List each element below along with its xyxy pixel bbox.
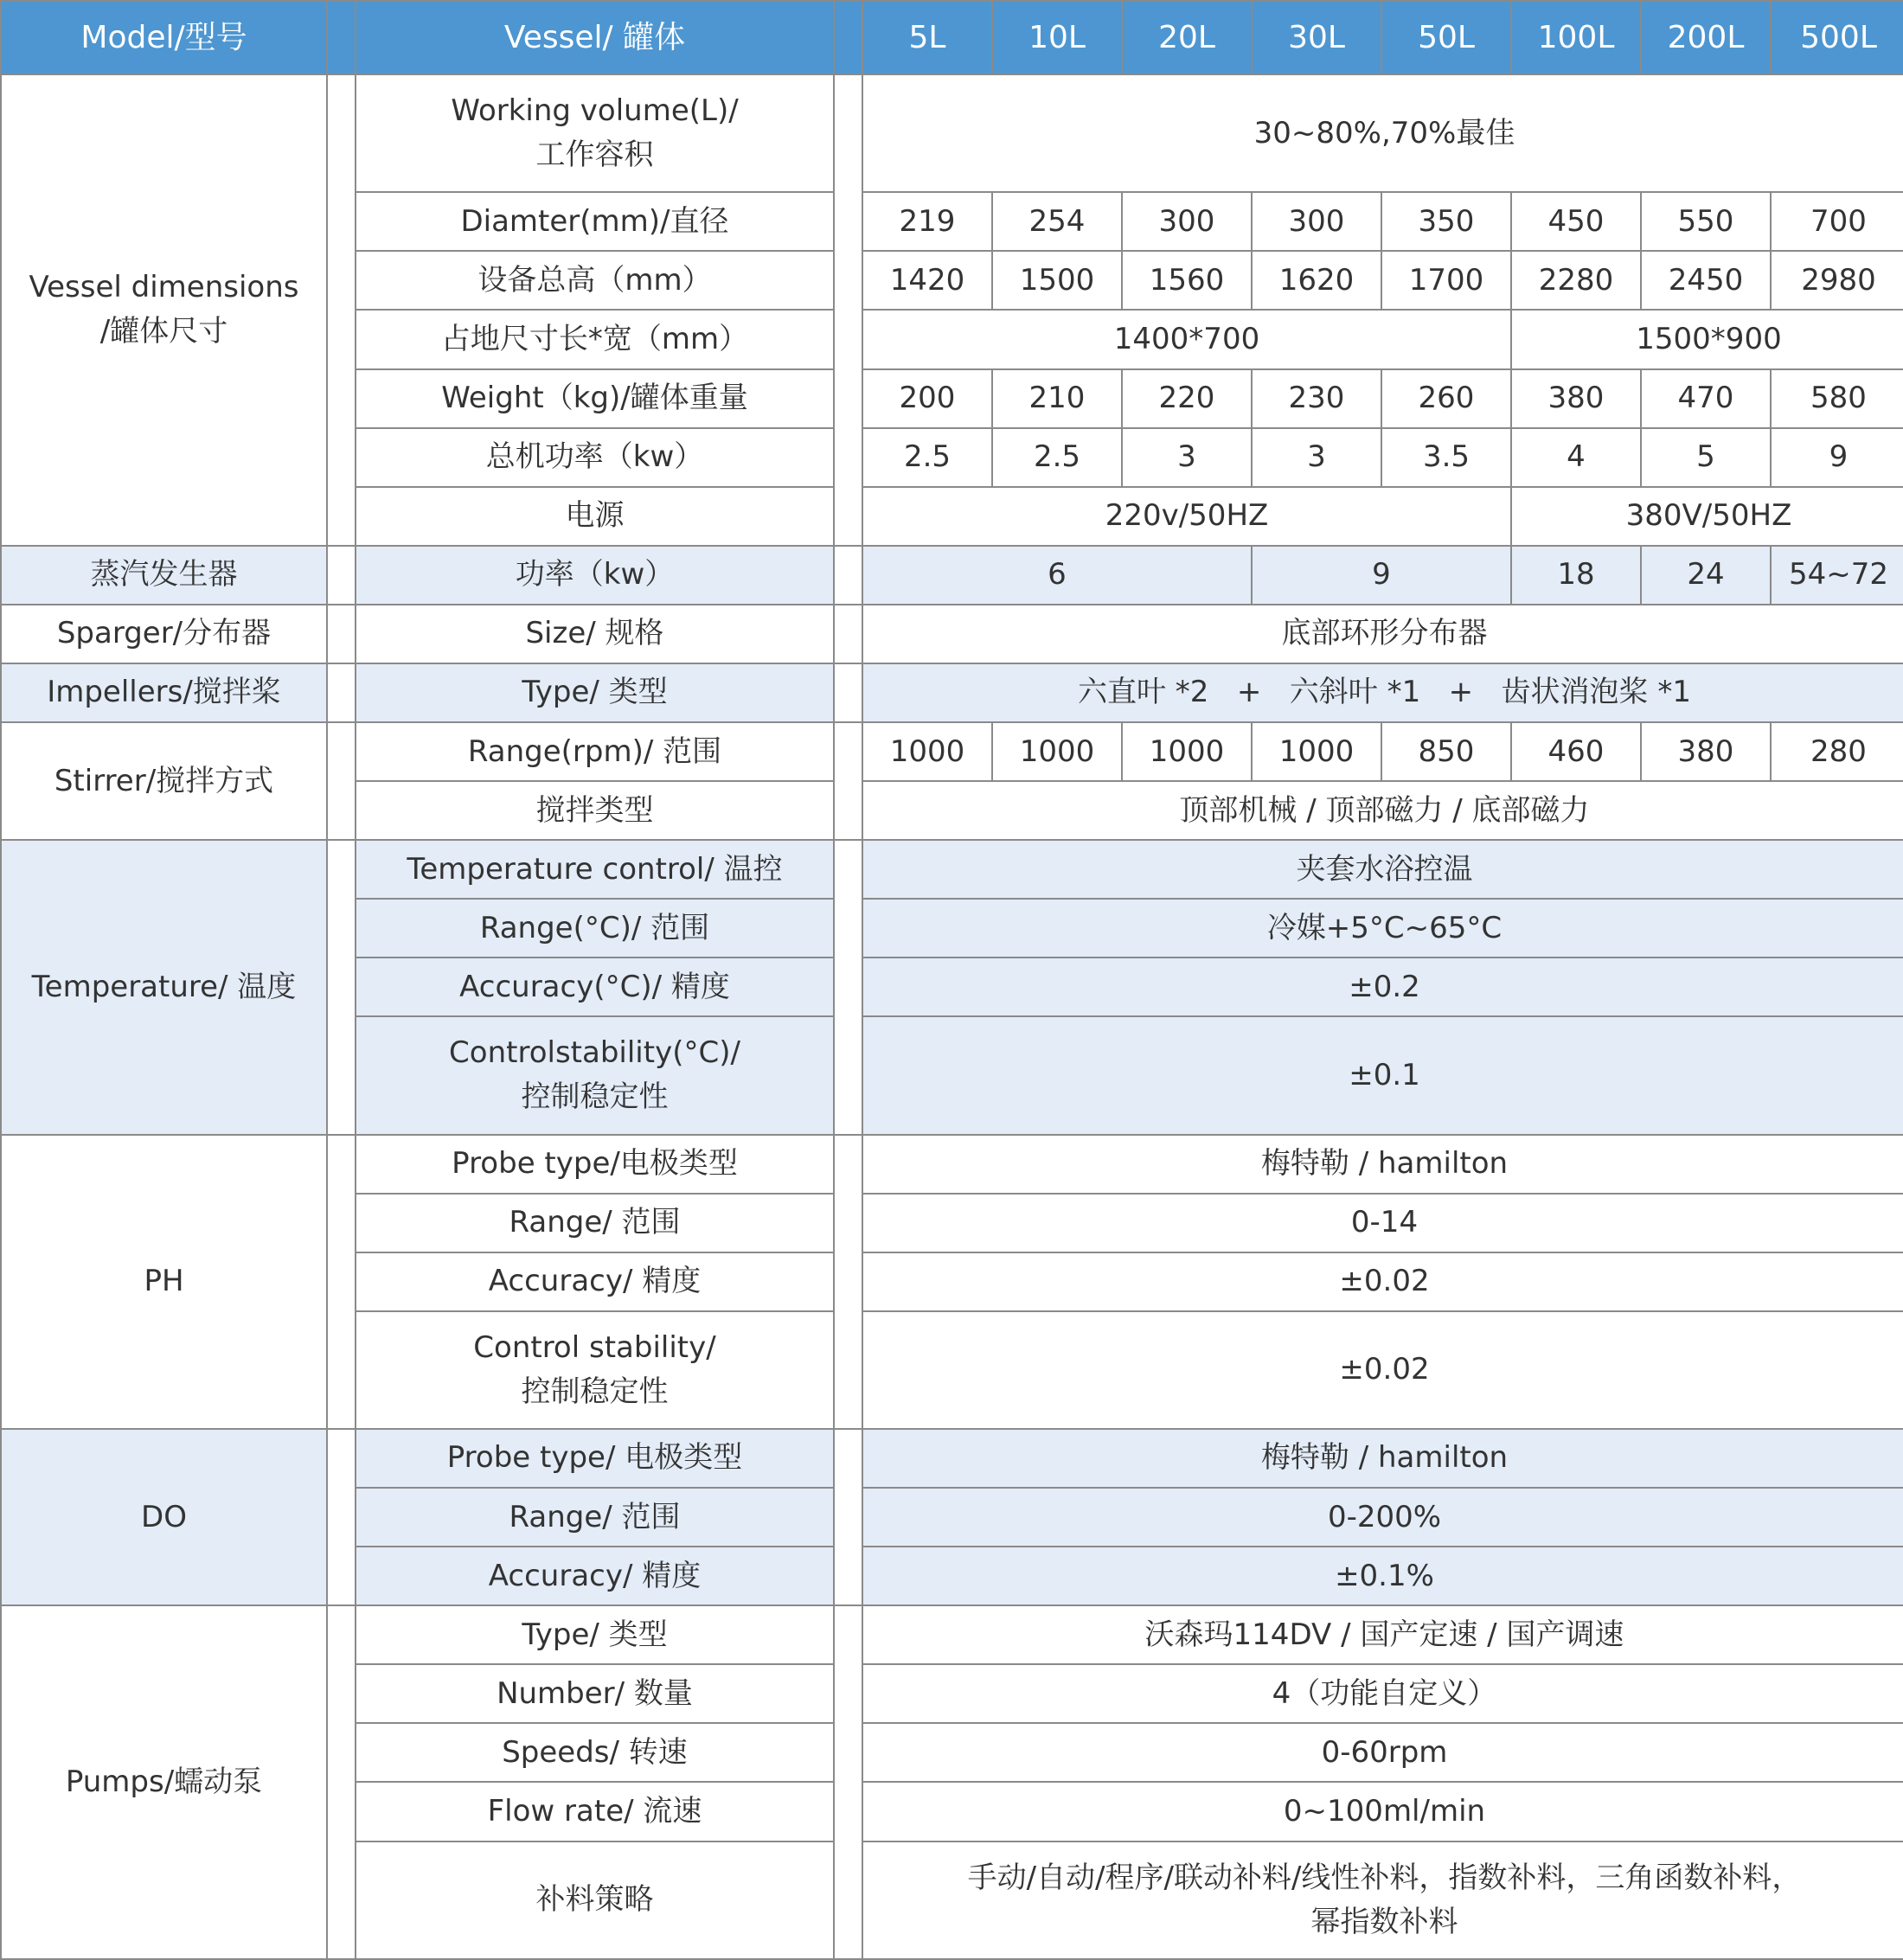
row-label: 补料策略 <box>356 1842 834 1960</box>
value-cell: 2280 <box>1511 251 1641 310</box>
value-cell: ±0.02 <box>862 1311 1903 1429</box>
column-spacer <box>834 605 862 663</box>
value-cell: 300 <box>1252 192 1381 251</box>
row-label-line: Controlstability(°C)/ <box>449 1035 740 1071</box>
row-label: Probe type/ 电极类型 <box>356 1429 834 1488</box>
value-cell: 3 <box>1252 428 1381 487</box>
value-cell: 550 <box>1641 192 1771 251</box>
row-label: Accuracy(°C)/ 精度 <box>356 958 834 1016</box>
row-label: Accuracy/ 精度 <box>356 1252 834 1311</box>
header-size: 100L <box>1511 1 1641 74</box>
category-line: /罐体尺寸 <box>99 314 228 349</box>
value-cell: 0-14 <box>862 1194 1903 1252</box>
value-cell: 2450 <box>1641 251 1771 310</box>
header-model: Model/型号 <box>1 1 327 74</box>
row-label: 功率（kw） <box>356 546 834 605</box>
value-cell: 30~80%,70%最佳 <box>862 74 1903 192</box>
row-label-line: Control stability/ <box>473 1329 716 1365</box>
row-label: 搅拌类型 <box>356 781 834 840</box>
value-cell: 2.5 <box>992 428 1122 487</box>
value-cell: 1500*900 <box>1511 310 1903 368</box>
value-cell: 1700 <box>1381 251 1511 310</box>
value-cell: 1000 <box>992 722 1122 781</box>
row-label-line: 控制稳定性 <box>521 1374 669 1409</box>
value-line: 手动/自动/程序/联动补料/线性补料，指数补料，三角函数补料， <box>967 1860 1802 1895</box>
value-cell: 1000 <box>1122 722 1252 781</box>
row-label: Weight（kg)/罐体重量 <box>356 369 834 428</box>
value-cell: 450 <box>1511 192 1641 251</box>
category-sparger: Sparger/分布器 <box>1 605 327 663</box>
value-cell: 850 <box>1381 722 1511 781</box>
header-vessel: Vessel/ 罐体 <box>356 1 834 74</box>
value-cell: 380 <box>1511 369 1641 428</box>
table-row <box>1 1429 1903 1488</box>
column-spacer <box>834 1605 862 1959</box>
value-cell: 4 <box>1511 428 1641 487</box>
value-cell: 230 <box>1252 369 1381 428</box>
row-label-line: 工作容积 <box>535 138 654 173</box>
value-cell: ±0.1% <box>862 1547 1903 1605</box>
value-cell: 夹套水浴控温 <box>862 840 1903 899</box>
value-cell: ±0.1 <box>862 1016 1903 1134</box>
value-cell: 6 <box>862 546 1252 605</box>
column-spacer <box>834 1135 862 1429</box>
table-row <box>1 546 1903 605</box>
row-label: Number/ 数量 <box>356 1664 834 1723</box>
table-row <box>1 1605 1903 1664</box>
row-label-line: 控制稳定性 <box>521 1079 669 1115</box>
row-label: 设备总高（mm） <box>356 251 834 310</box>
category-stirrer: Stirrer/搅拌方式 <box>1 722 327 840</box>
value-cell: 460 <box>1511 722 1641 781</box>
value-cell: 0-60rpm <box>862 1723 1903 1782</box>
row-label: 占地尺寸长*宽（mm） <box>356 310 834 368</box>
value-cell: 470 <box>1641 369 1771 428</box>
value-cell: 2980 <box>1771 251 1903 310</box>
column-spacer <box>327 663 356 722</box>
table-row <box>1 840 1903 899</box>
column-spacer <box>834 840 862 1134</box>
column-spacer <box>327 74 356 546</box>
column-spacer <box>327 1135 356 1429</box>
value-cell <box>862 1842 1903 1960</box>
value-cell: 280 <box>1771 722 1903 781</box>
table-row <box>1 74 1903 192</box>
column-spacer <box>327 546 356 605</box>
row-label: Size/ 规格 <box>356 605 834 663</box>
column-spacer <box>327 1429 356 1605</box>
category-do: DO <box>1 1429 327 1605</box>
value-cell: 底部环形分布器 <box>862 605 1903 663</box>
value-cell: 1560 <box>1122 251 1252 310</box>
value-cell: 220 <box>1122 369 1252 428</box>
value-cell: 梅特勒 / hamilton <box>862 1135 1903 1194</box>
value-cell: 220v/50HZ <box>862 487 1511 546</box>
row-label: Speeds/ 转速 <box>356 1723 834 1782</box>
value-cell: 0-200% <box>862 1488 1903 1547</box>
row-label: Probe type/电极类型 <box>356 1135 834 1194</box>
row-label: 总机功率（kw） <box>356 428 834 487</box>
column-spacer <box>327 840 356 1134</box>
value-cell: 六直叶 *2 + 六斜叶 *1 + 齿状消泡桨 *1 <box>862 663 1903 722</box>
category-ph: PH <box>1 1135 327 1429</box>
value-cell: 700 <box>1771 192 1903 251</box>
category-temperature: Temperature/ 温度 <box>1 840 327 1134</box>
column-spacer <box>834 1 862 74</box>
table-row <box>1 605 1903 663</box>
category-pumps: Pumps/蠕动泵 <box>1 1605 327 1959</box>
row-label: Diamter(mm)/直径 <box>356 192 834 251</box>
category-vessel-dimensions <box>1 74 327 546</box>
row-label-line: Working volume(L)/ <box>451 93 739 129</box>
row-label: Range(°C)/ 范围 <box>356 899 834 958</box>
row-label: Type/ 类型 <box>356 663 834 722</box>
row-label: Flow rate/ 流速 <box>356 1782 834 1841</box>
value-cell: 1400*700 <box>862 310 1511 368</box>
column-spacer <box>834 546 862 605</box>
header-size: 5L <box>862 1 992 74</box>
value-cell: 18 <box>1511 546 1641 605</box>
value-cell: 1500 <box>992 251 1122 310</box>
header-size: 500L <box>1771 1 1903 74</box>
value-cell: 350 <box>1381 192 1511 251</box>
row-label: Accuracy/ 精度 <box>356 1547 834 1605</box>
value-cell: 54~72 <box>1771 546 1903 605</box>
column-spacer <box>834 663 862 722</box>
value-cell: 9 <box>1771 428 1903 487</box>
header-size: 30L <box>1252 1 1381 74</box>
header-size: 50L <box>1381 1 1511 74</box>
value-cell: 200 <box>862 369 992 428</box>
category-steam-generator: 蒸汽发生器 <box>1 546 327 605</box>
value-cell: ±0.2 <box>862 958 1903 1016</box>
header-row <box>1 1 1903 74</box>
value-cell: 210 <box>992 369 1122 428</box>
column-spacer <box>834 74 862 546</box>
column-spacer <box>834 1429 862 1605</box>
value-cell: 24 <box>1641 546 1771 605</box>
header-size: 20L <box>1122 1 1252 74</box>
category-impellers: Impellers/搅拌桨 <box>1 663 327 722</box>
value-cell: 4（功能自定义） <box>862 1664 1903 1723</box>
header-size: 10L <box>992 1 1122 74</box>
table-row <box>1 663 1903 722</box>
row-label <box>356 1311 834 1429</box>
value-cell: 260 <box>1381 369 1511 428</box>
row-label <box>356 1016 834 1134</box>
column-spacer <box>327 722 356 840</box>
value-cell: 梅特勒 / hamilton <box>862 1429 1903 1488</box>
column-spacer <box>327 605 356 663</box>
value-cell: 1620 <box>1252 251 1381 310</box>
table-row <box>1 1135 1903 1194</box>
value-cell: 380 <box>1641 722 1771 781</box>
column-spacer <box>834 722 862 840</box>
row-label: Range/ 范围 <box>356 1194 834 1252</box>
value-cell: 9 <box>1252 546 1511 605</box>
value-cell: 5 <box>1641 428 1771 487</box>
value-cell: 300 <box>1122 192 1252 251</box>
value-line: 幂指数补料 <box>1310 1904 1458 1939</box>
column-spacer <box>327 1605 356 1959</box>
value-cell: 254 <box>992 192 1122 251</box>
value-cell: 1420 <box>862 251 992 310</box>
row-label: 电源 <box>356 487 834 546</box>
value-cell: 3.5 <box>1381 428 1511 487</box>
row-label: Type/ 类型 <box>356 1605 834 1664</box>
category-line: Vessel dimensions <box>29 270 299 305</box>
value-cell: 1000 <box>1252 722 1381 781</box>
value-cell: 冷媒+5°C~65°C <box>862 899 1903 958</box>
row-label: Range(rpm)/ 范围 <box>356 722 834 781</box>
value-cell: 1000 <box>862 722 992 781</box>
header-size: 200L <box>1641 1 1771 74</box>
row-label: Range/ 范围 <box>356 1488 834 1547</box>
value-cell: 2.5 <box>862 428 992 487</box>
value-cell: 380V/50HZ <box>1511 487 1903 546</box>
value-cell: 顶部机械 / 顶部磁力 / 底部磁力 <box>862 781 1903 840</box>
row-label <box>356 74 834 192</box>
value-cell: 580 <box>1771 369 1903 428</box>
value-cell: ±0.02 <box>862 1252 1903 1311</box>
column-spacer <box>327 1 356 74</box>
value-cell: 0~100ml/min <box>862 1782 1903 1841</box>
value-cell: 沃森玛114DV / 国产定速 / 国产调速 <box>862 1605 1903 1664</box>
value-cell: 219 <box>862 192 992 251</box>
value-cell: 3 <box>1122 428 1252 487</box>
table-row <box>1 722 1903 781</box>
row-label: Temperature control/ 温控 <box>356 840 834 899</box>
